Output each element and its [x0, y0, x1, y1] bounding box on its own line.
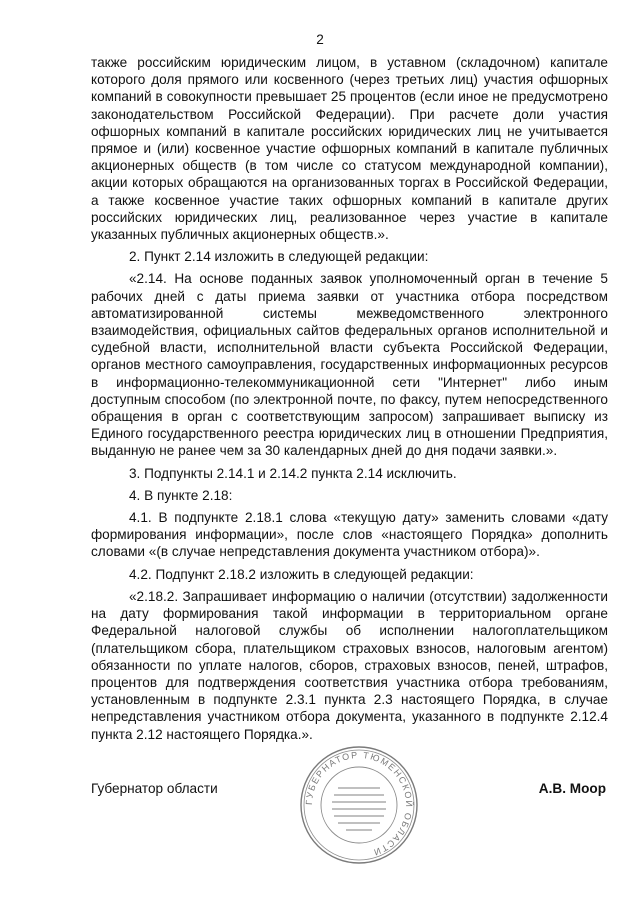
paragraph-item-3: 3. Подпункты 2.14.1 и 2.14.2 пункта 2.14 исключить.	[129, 465, 457, 481]
seal-ring-text: ГУБЕРНАТОР ТЮМЕНСКОЙ ОБЛАСТИ	[303, 749, 415, 858]
official-seal	[298, 744, 420, 866]
paragraph-item-2: 2. Пункт 2.14 изложить в следующей редакции:	[129, 249, 429, 265]
paragraph-item-4-2: 4.2. Подпункт 2.18.2 изложить в следующей редакции:	[129, 566, 474, 582]
document-body	[91, 54, 608, 743]
paragraph-2-18-2-text: «2.18.2. Запрашивает информацию о наличии (отсутствии) задолженности на дату формирования такой информации в территориальном органе Федеральной налоговой службы об исполнении налогоплательщиком (плательщиком сбора, плательщиком страховых взносов, налоговым агентом) обязанности по уплате налогов, сборов, страховых взносов, пеней, штрафов, процентов для подтверждения соответствия участника отбора требованиям, установленным в подпункте 2.3.1 пункта 2.3 настоящего Порядка, в случае непредставления участником отбора документа, указанного в подпункте 2.12.4 пункта 2.12 настоящего Порядка.».	[91, 588, 608, 742]
signatory-name: А.В. Моор	[538, 781, 606, 796]
paragraph-continuation: также российским юридическим лицом, в уставном (складочном) капитале которого доля прямого или косвенного (через третьих лиц) участия офшорных компаний в совокупности превышает 25 процентов (если иное не предусмотрено законодательством Российской Федерации). При расчете доли участия офшорных компаний в капитале российских юридических лиц не учитывается прямое и (или) косвенное участие офшорных компаний в капитале публичных акционерных обществ (в том числе со статусом международной компании), акции которых обращаются на организованных торгах в Российской Федерации, а также косвенное участие таких офшорных компаний в капитале других российских юридических лиц, реализованное через участие в капитале указанных публичных акционерных обществ.».	[91, 55, 608, 243]
signatory-position: Губернатор области	[91, 781, 218, 796]
page-number: 2	[316, 32, 324, 47]
paragraph-item-4: 4. В пункте 2.18:	[129, 487, 233, 503]
paragraph-2-14-text: «2.14. На основе поданных заявок уполномоченный орган в течение 5 рабочих дней с даты приема заявки от участника отбора посредством автоматизированной системы межведомственного электронного взаимодействия, официальных сайтов федеральных органов исполнительной и судебной власти, исполнительной власти субъекта Российской Федерации, органов местного самоуправления, государственных информационных ресурсов в информационно-телекоммуникационной сети "Интернет" либо иным доступным способом (по электронной почте, по факсу, путем непосредственного обращения в орган с соответствующим запросом) запрашивает выписку из Единого государственного реестра юридических лиц в отношении Предприятия, выданную не ранее чем за 30 календарных дней до дня подачи заявки.».	[91, 271, 608, 459]
paragraph-item-4-1: 4.1. В подпункте 2.18.1 слова «текущую дату» заменить словами «дату формирования информации», после слов «настоящего Порядка» дополнить словами «(в случае непредставления документа участником отбора)».	[91, 510, 608, 560]
